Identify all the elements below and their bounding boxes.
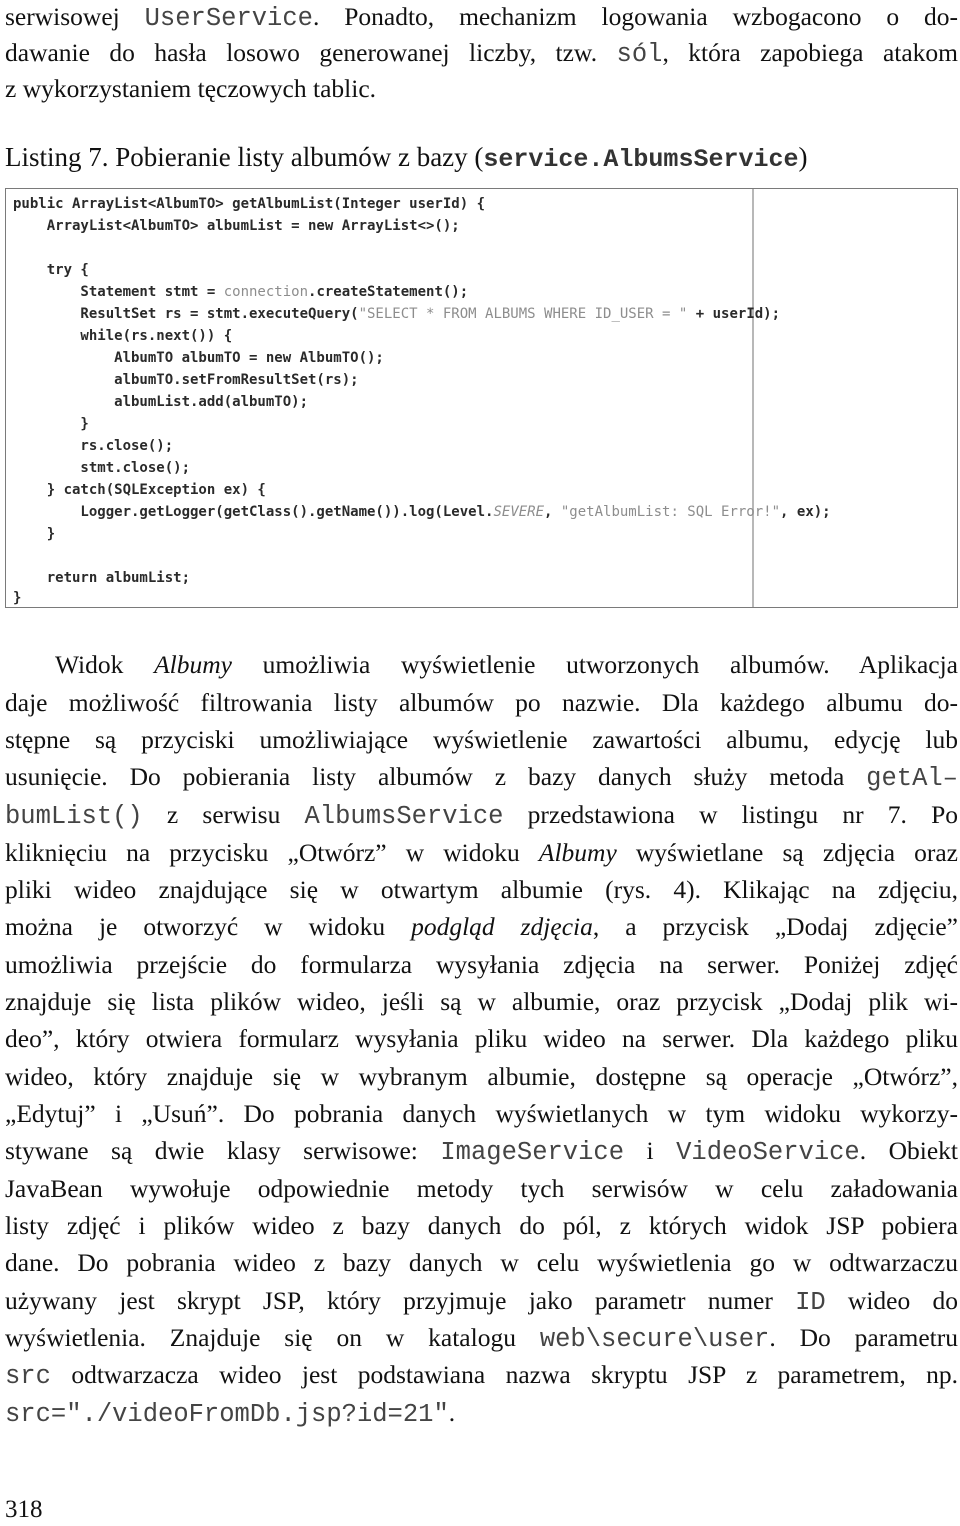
text: . Ponadto, mechanizm logowania wzbogacono o do- [312,2,958,31]
text: dawanie do hasła losowo generowanej liczby, tzw. [5,38,617,67]
page-number: 318 [5,1496,43,1523]
text: wyświetlane są zdjęcia oraz [616,838,958,867]
body-line-2 [5,686,958,720]
code-line-2: ArrayList<AlbumTO> albumList = new ArrayList<>(); [13,218,460,234]
text: umożliwia przejście do formularza wysyłania zdjęcia na serwer. Poniżej zdjęć [5,950,958,979]
code-seg: .createStatement(); [308,284,469,300]
text: stępne są przyciski umożliwiające wyświetlenie zawartości albumu, edycję lub [5,725,958,754]
code-line-14 [13,503,831,521]
code-line-10: } [13,416,89,432]
code-videoservice: VideoService [676,1138,860,1167]
code-seg: Statement stmt = [13,284,224,300]
body-line-14 [5,1134,958,1170]
code-line-15: } [13,526,56,542]
body-line-1 [55,648,958,682]
text: deo”, który otwiera formularz wysyłania pliku wideo na serwer. Dla każdego pliku [5,1024,958,1053]
body-line-9 [5,948,958,982]
code-line-8: albumTO.setFromResultSet(rs); [13,372,359,388]
code-userservice: UserService [144,4,313,33]
text: wideo, który znajduje się w wybranym albumie, dostępne są operacje „Otwórz”, [5,1062,958,1091]
code-sol: sól [616,40,663,69]
listing-title-end: ) [798,142,808,172]
listing-title [5,138,807,179]
code-string: "getAlbumList: SQL Error!" [560,504,781,520]
text: znajduje się lista plików wideo, jeśli są w albumie, oraz przycisk „Dodaj plik wi- [5,987,958,1016]
code-seg: , ex); [780,504,831,520]
code-seg: ResultSet rs = stmt.executeQuery( [13,306,359,322]
text: wideo do [825,1286,958,1315]
body-line-19 [5,1321,958,1357]
view-name: Albumy [154,650,232,679]
text: „Edytuj” i „Usuń”. Do pobrania danych wyświetlanych w tym widoku wykorzy- [5,1099,958,1128]
text: daje możliwość filtrowania listy albumów po nazwie. Dla każdego albumu do- [5,688,958,717]
body-line-3 [5,723,958,757]
code-line-3: try { [13,262,89,278]
code-line-7: AlbumTO albumTO = new AlbumTO(); [13,350,384,366]
code-field: connection [223,284,309,300]
text: można je otworzyć w widoku [5,912,412,941]
text: wyświetlenia. Znajduje się on w katalogu [5,1323,540,1352]
code-line-12: stmt.close(); [13,460,191,476]
code-constant: SEVERE [493,504,545,520]
code-getalbumlist: getAl– [866,764,958,793]
body-line-18 [5,1284,958,1320]
text: , która zapobiega atakom [662,38,958,67]
body-line-5 [5,798,958,834]
text: pliki wideo znajdujące się w otwartym albumie (rys. 4). Klikając na zdjęciu, [5,875,958,904]
code-getalbumlist: bumList() [5,802,143,831]
code-line-11: rs.close(); [13,438,174,454]
body-line-10 [5,985,958,1019]
code-line-16: return albumList; [13,570,191,586]
text: i [624,1136,677,1165]
text: umożliwia wyświetlenie utworzonych albumów. Aplikacja [231,650,958,679]
code-line-9: albumList.add(albumTO); [13,394,309,410]
code-src: src [5,1362,51,1391]
text: JavaBean wywołuje odpowiednie metody tych serwisów w celu załadowania [5,1174,958,1203]
intro-line-1 [5,0,958,36]
text: . [448,1398,456,1427]
code-path: web\secure\user [539,1325,770,1354]
code-seg: Logger.getLogger(getClass().getName()).log(Level. [13,504,494,520]
body-line-17 [5,1246,958,1280]
text: odtwarzacza wideo jest podstawiana nazwa skryptu JSP z parametrem, np. [50,1360,958,1389]
body-line-15 [5,1172,958,1206]
listing-title-text: Listing 7. Pobieranie listy albumów z bazy ( [5,142,484,172]
text: przedstawiona w listingu nr 7. Po [503,800,958,829]
code-src-example: src="./videoFromDb.jsp?id=21" [5,1400,449,1429]
body-line-8 [5,910,958,944]
intro-line-3: z wykorzystaniem tęczowych tablic. [5,74,377,103]
text: . Obiekt [859,1136,959,1165]
code-line-1: public ArrayList<AlbumTO> getAlbumList(Integer userId) { [13,196,486,212]
code-margin-line [752,189,754,607]
text: dane. Do pobrania wideo z bazy danych w celu wyświetlenia go w odtwarzaczu [5,1248,958,1277]
body-line-13 [5,1097,958,1131]
body-line-7 [5,873,958,907]
code-line-6: while(rs.next()) { [13,328,233,344]
body-line-4 [5,760,958,796]
intro-line-2 [5,36,958,72]
text: , a przycisk „Dodaj zdjęcie” [592,912,958,941]
code-line-17: } [13,590,22,606]
body-line-16 [5,1209,958,1243]
code-imageservice: ImageService [440,1138,625,1167]
code-line-4 [13,283,468,301]
text: listy zdjęć i plików wideo z bazy danych do pól, z których widok JSP pobiera [5,1211,958,1240]
text: Widok [55,650,155,679]
listing-title-code: service.AlbumsService [483,145,799,174]
code-seg: , [544,504,561,520]
view-name: podgląd zdjęcia [411,912,593,941]
body-line-11 [5,1022,958,1056]
code-seg: + userId); [687,306,781,322]
code-line-13: } catch(SQLException ex) { [13,482,266,498]
text: kliknięciu na przycisku „Otwórz” w widoku [5,838,539,867]
text: z serwisu [142,800,305,829]
text: usunięcie. Do pobierania listy albumów z bazy danych służy metoda [5,762,867,791]
text: używany jest skrypt JSP, który przyjmuje jako parametr numer [5,1286,796,1315]
text: stywane są dwie klasy serwisowe: [5,1136,441,1165]
body-line-21 [5,1396,958,1432]
code-listing [5,188,958,608]
text: serwisowej [5,2,145,31]
body-line-6 [5,836,958,870]
body-line-12 [5,1060,958,1094]
text: . Do parametru [769,1323,958,1352]
code-id: ID [795,1288,826,1317]
code-albumsservice: AlbumsService [304,802,504,831]
code-line-5 [13,305,780,323]
code-string: "SELECT * FROM ALBUMS WHERE ID_USER = " [358,306,688,322]
body-line-20 [5,1358,958,1394]
view-name: Albumy [538,838,617,867]
